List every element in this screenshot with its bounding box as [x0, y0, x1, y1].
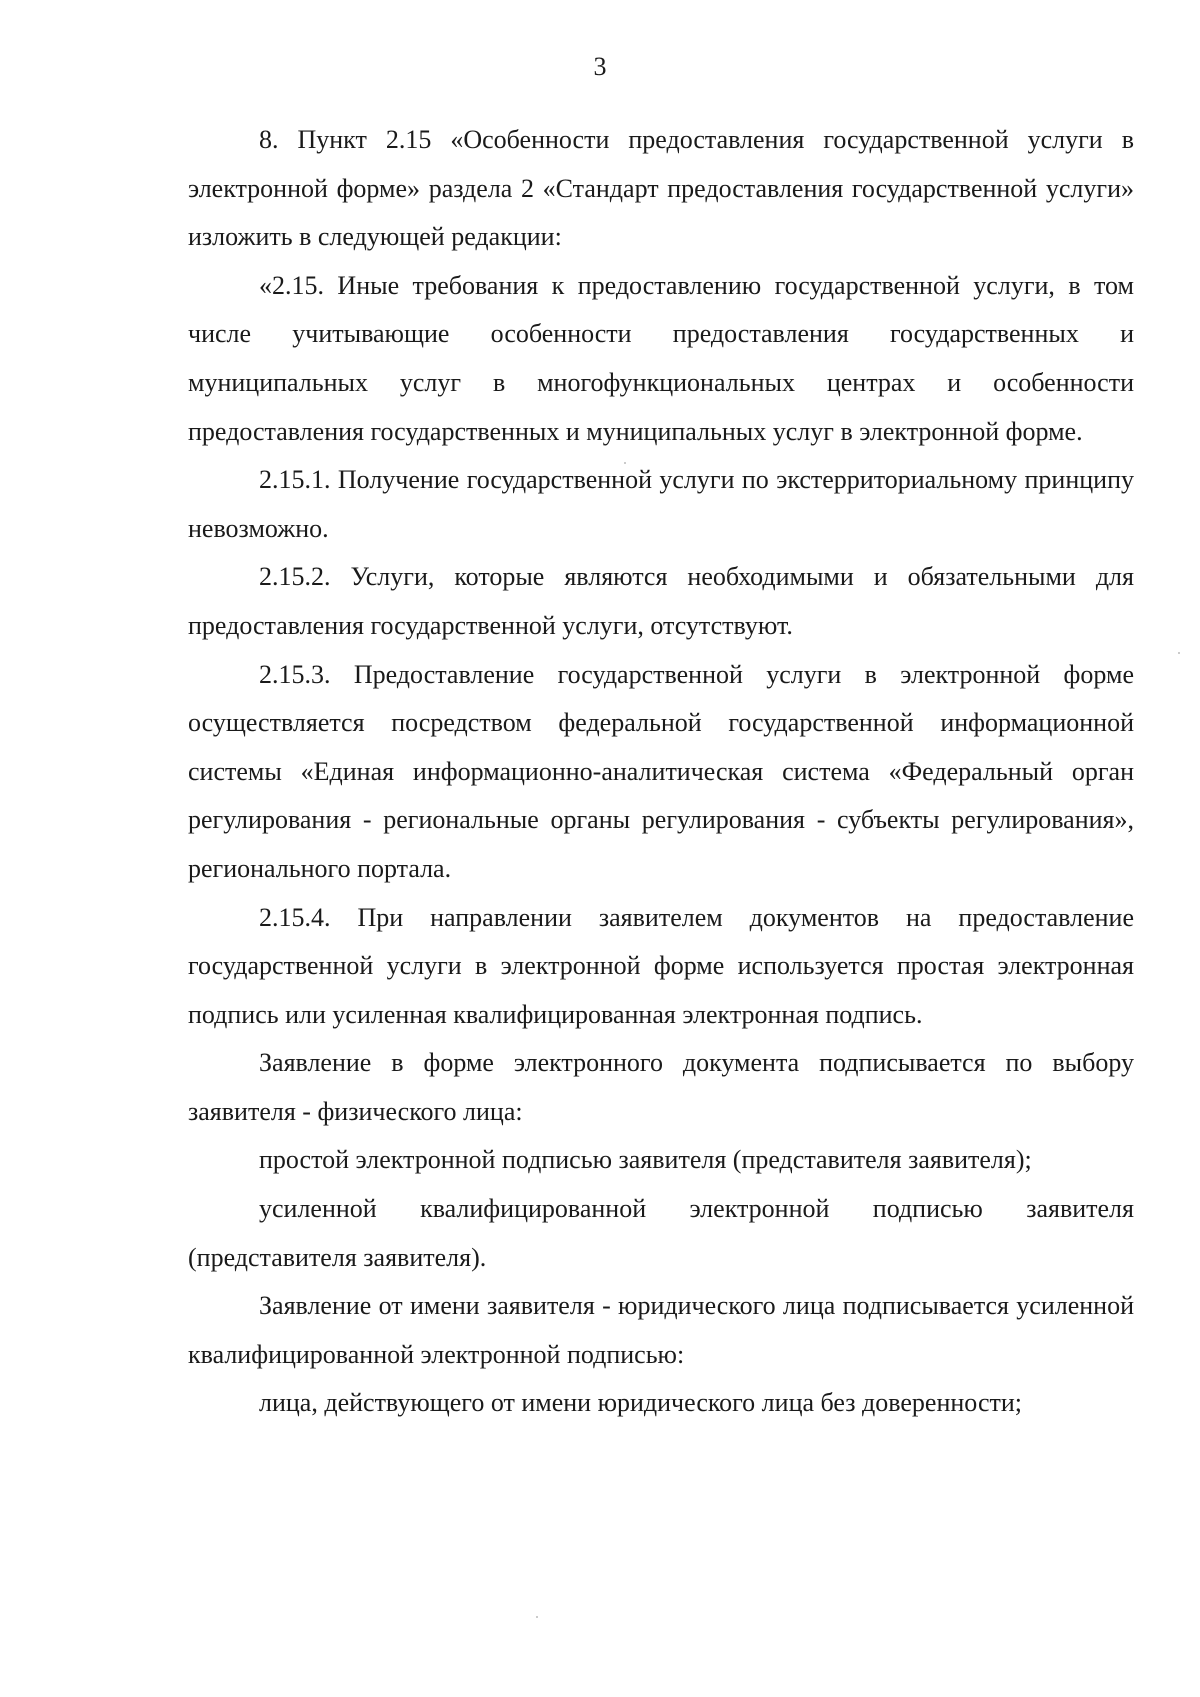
paragraph-2-15-3: 2.15.3. Предоставление государственной услуги в электронной форме осуществляется посредством федеральной государственной информационной системы «Единая информационно-аналитическая система «Федеральный орган регулирования - региональные органы регулирования - субъекты регулирования», регионального портала.: [188, 659, 1134, 883]
paragraph-item-8: 8. Пункт 2.15 «Особенности предоставления государственной услуги в электронной форме» раздела 2 «Стандарт предоставления государственной услуги» изложить в следующей редакции:: [188, 125, 1134, 252]
scan-speck: [624, 462, 626, 464]
list-item-qualified-signature: усиленной квалифицированной электронной подписью заявителя (представителя заявителя).: [188, 1194, 1134, 1272]
list-item-authorized-person: лица, действующего от имени юридического лица без доверенности;: [259, 1388, 1022, 1418]
scan-speck: [536, 1616, 538, 1618]
paragraph-2-15-2: 2.15.2. Услуги, которые являются необходимыми и обязательными для предоставления государственной услуги, отсутствуют.: [188, 562, 1134, 640]
paragraph-2-15: «2.15. Иные требования к предоставлению государственной услуги, в том числе учитывающие особенности предоставления государственных и муниципальных услуг в многофункциональных центрах и особенности предоставления государственных и муниципальных услуг в электронной форме.: [188, 270, 1134, 446]
list-item-simple-signature: простой электронной подписью заявителя (представителя заявителя);: [259, 1145, 1032, 1175]
document-body: [188, 116, 1134, 1428]
paragraph-2-15-4: 2.15.4. При направлении заявителем документов на предоставление государственной услуги в электронной форме используется простая электронная подпись или усиленная квалифицированная электронная подпись.: [188, 902, 1134, 1029]
scan-speck: [1178, 652, 1180, 654]
paragraph-2-15-1: 2.15.1. Получение государственной услуги по экстерриториальному принципу невозможно.: [188, 465, 1134, 543]
page-number: 3: [593, 52, 607, 81]
paragraph-individual-signature: Заявление в форме электронного документа подписывается по выбору заявителя - физического лица:: [188, 1048, 1134, 1126]
paragraph-legal-entity-signature: Заявление от имени заявителя - юридического лица подписывается усиленной квалифицированной электронной подписью:: [188, 1291, 1134, 1369]
